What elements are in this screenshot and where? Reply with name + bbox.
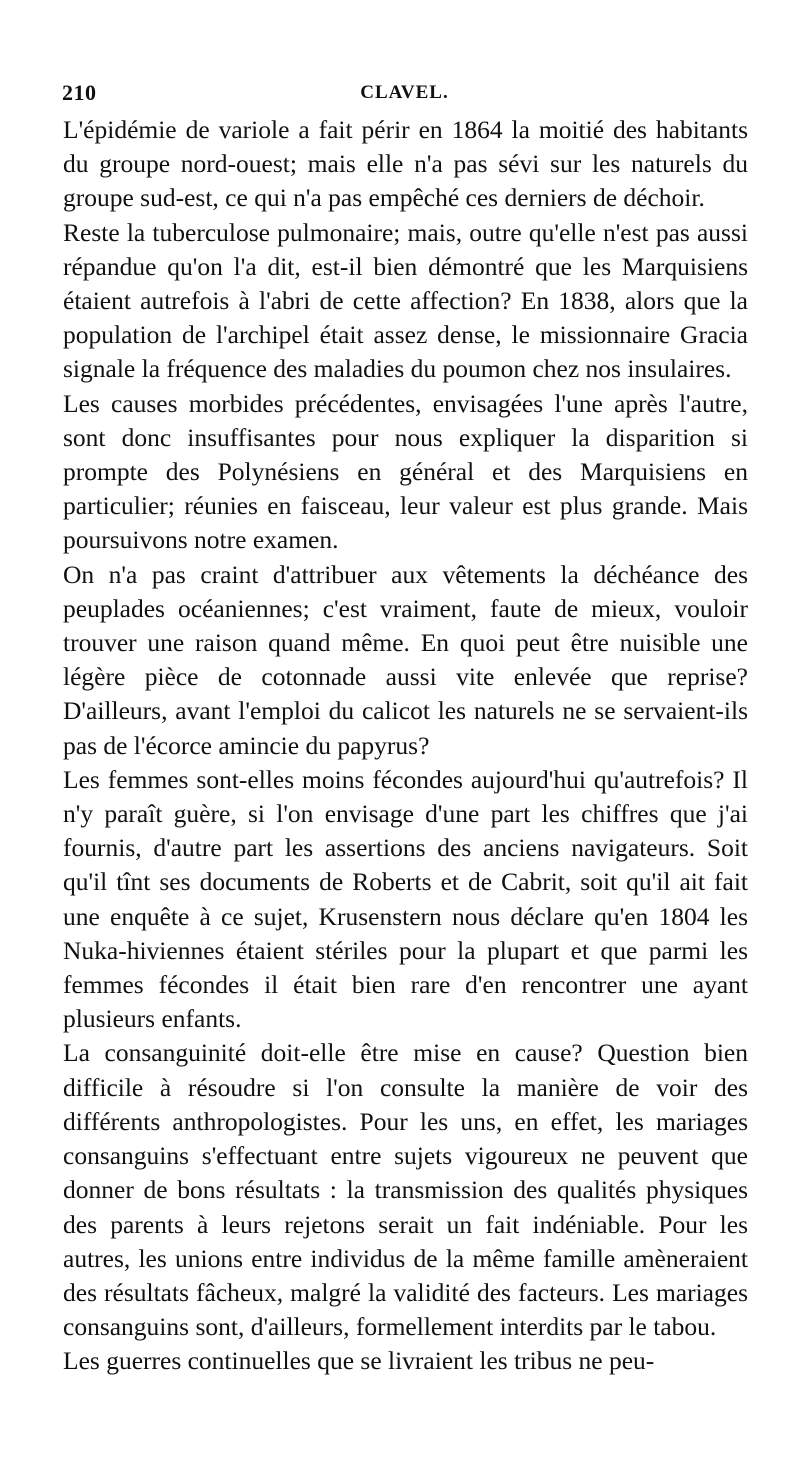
- page-number: 210: [62, 80, 97, 105]
- paragraph-wars: Les guerres continuelles que se livraient les tribus ne peu-: [63, 1346, 655, 1376]
- paragraph-morbid-causes: Les causes morbides précédentes, envisagées l'une après l'autre, sont donc insuffisantes pour nous expliquer la disparition si prompte des Polynésiens en général et des Marquisiens en particulier; réunies en faisceau, leur valeur est plus grande. Mais poursuivons notre examen.: [63, 388, 748, 555]
- paragraph-smallpox: L'épidémie de variole a fait périr en 1864 la moitié des habitants du groupe nord-ouest; mais elle n'a pas sévi sur les naturels du groupe sud-est, ce qui n'a pas empêché ces derniers de déchoir.: [63, 115, 748, 213]
- paragraph-tuberculosis: Reste la tuberculose pulmonaire; mais, outre qu'elle n'est pas aussi répandue qu'on l'a dit, est-il bien démontré que les Marquisiens étaient autrefois à l'abri de cette affection? En 1838, alors que la population de l'archipel était assez dense, le missionnaire Gracia signale la fréquence des maladies du poumon chez nos insulaires.: [63, 217, 748, 384]
- paragraph-clothing: On n'a pas craint d'attribuer aux vêtements la déchéance des peuplades océaniennes; c'est vraiment, faute de mieux, vouloir trouver une raison quand même. En quoi peut être nuisible une légère pièce de cotonnade aussi vite enlevée que reprise? D'ailleurs, avant l'emploi du calicot les naturels ne se servaient-ils pas de l'écorce amincie du papyrus?: [63, 559, 748, 760]
- page-header: [62, 80, 747, 112]
- body-text: [63, 113, 748, 1379]
- running-head: CLAVEL.: [360, 82, 449, 103]
- paragraph-fertility: Les femmes sont-elles moins fécondes aujourd'hui qu'autrefois? Il n'y paraît guère, si l'on envisage d'une part les chiffres que j'ai fournis, d'autre part les assertions des anciens navigateurs. Soit qu'il tînt ses documents de Roberts et de Cabrit, soit qu'il ait fait une enquête à ce sujet, Krusenstern nous déclare qu'en 1804 les Nuka-hiviennes étaient stériles pour la plupart et que parmi les femmes fécondes il était bien rare d'en rencontrer une ayant plusieurs enfants.: [63, 764, 748, 1034]
- paragraph-consanguinity: La consanguinité doit-elle être mise en cause? Question bien difficile à résoudre si l'on consulte la manière de voir des différents anthropologistes. Pour les uns, en effet, les mariages consanguins s'effectuant entre sujets vigoureux ne peuvent que donner de bons résultats : la transmission des qualités physiques des parents à leurs rejetons serait un fait indéniable. Pour les autres, les unions entre individus de la même famille amèneraient des résultats fâcheux, malgré la validité des facteurs. Les mariages consanguins sont, d'ailleurs, formellement interdits par le tabou.: [63, 1038, 748, 1342]
